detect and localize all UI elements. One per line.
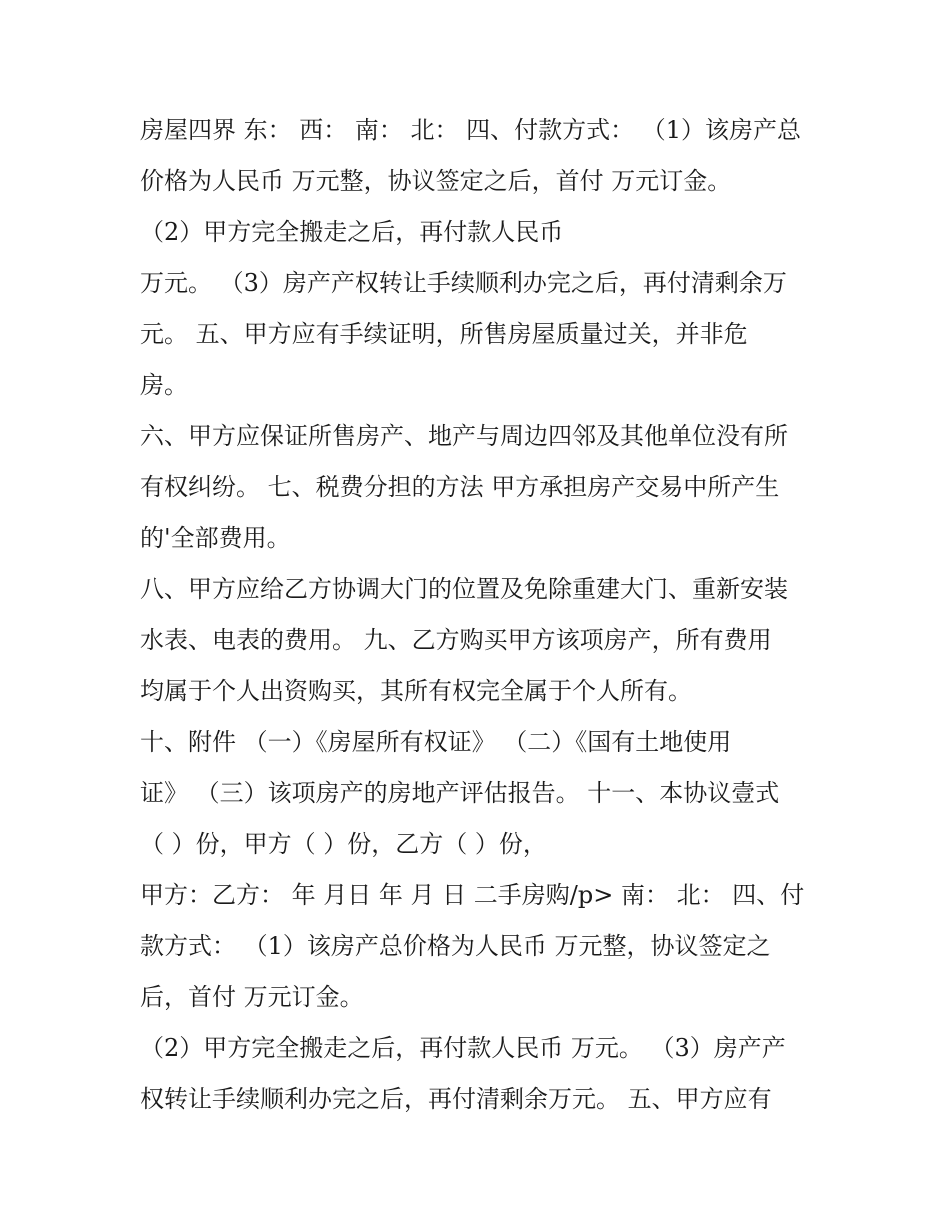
text-line: 的'全部费用。 [140,524,291,552]
text-line: 证》 （三）该项房产的房地产评估报告。 十一、本协议壹式 [140,779,780,807]
text-line: 十、附件 （一）《房屋所有权证》 （二）《国有土地使用 [140,728,732,756]
text-line: 房屋四界 东： 西： 南： 北： 四、付款方式： （1）该房产总 [140,116,802,144]
text-line: 均属于个人出资购买，其所有权完全属于个人所有。 [140,677,692,705]
text-line: （2）甲方完全搬走之后，再付款人民币 万元。 （3）房产产 [140,1034,786,1062]
document-body [140,105,820,1125]
text-line: 后，首付 万元订金。 [140,983,364,1011]
text-line: （ ）份，甲方（ ）份，乙方（ ）份， [140,830,547,858]
text-line: 八、甲方应给乙方协调大门的位置及免除重建大门、重新安装 [140,575,788,603]
text-line: 房。 [140,371,188,399]
text-line: 元。 五、甲方应有手续证明，所售房屋质量过关，并非危 [140,320,748,348]
text-line: 权转让手续顺利办完之后，再付清剩余万元。 五、甲方应有 [140,1085,772,1113]
text-line: 有权纠纷。 七、税费分担的方法 甲方承担房产交易中所产生 [140,473,780,501]
text-line: 款方式： （1）该房产总价格为人民币 万元整，协议签定之 [140,932,771,960]
text-line: 万元。 （3）房产产权转让手续顺利办完之后，再付清剩余万 [140,269,787,297]
text-line: 六、甲方应保证所售房产、地产与周边四邻及其他单位没有所 [140,422,788,450]
text-line: 价格为人民币 万元整，协议签定之后，首付 万元订金。 [140,167,732,195]
text-line: 甲方：乙方： 年 月日 年 月 日 二手房购/p> 南： 北： 四、付 [140,881,805,909]
text-line: 水表、电表的费用。 九、乙方购买甲方该项房产，所有费用 [140,626,772,654]
text-line: （2）甲方完全搬走之后，再付款人民币 [140,218,564,246]
